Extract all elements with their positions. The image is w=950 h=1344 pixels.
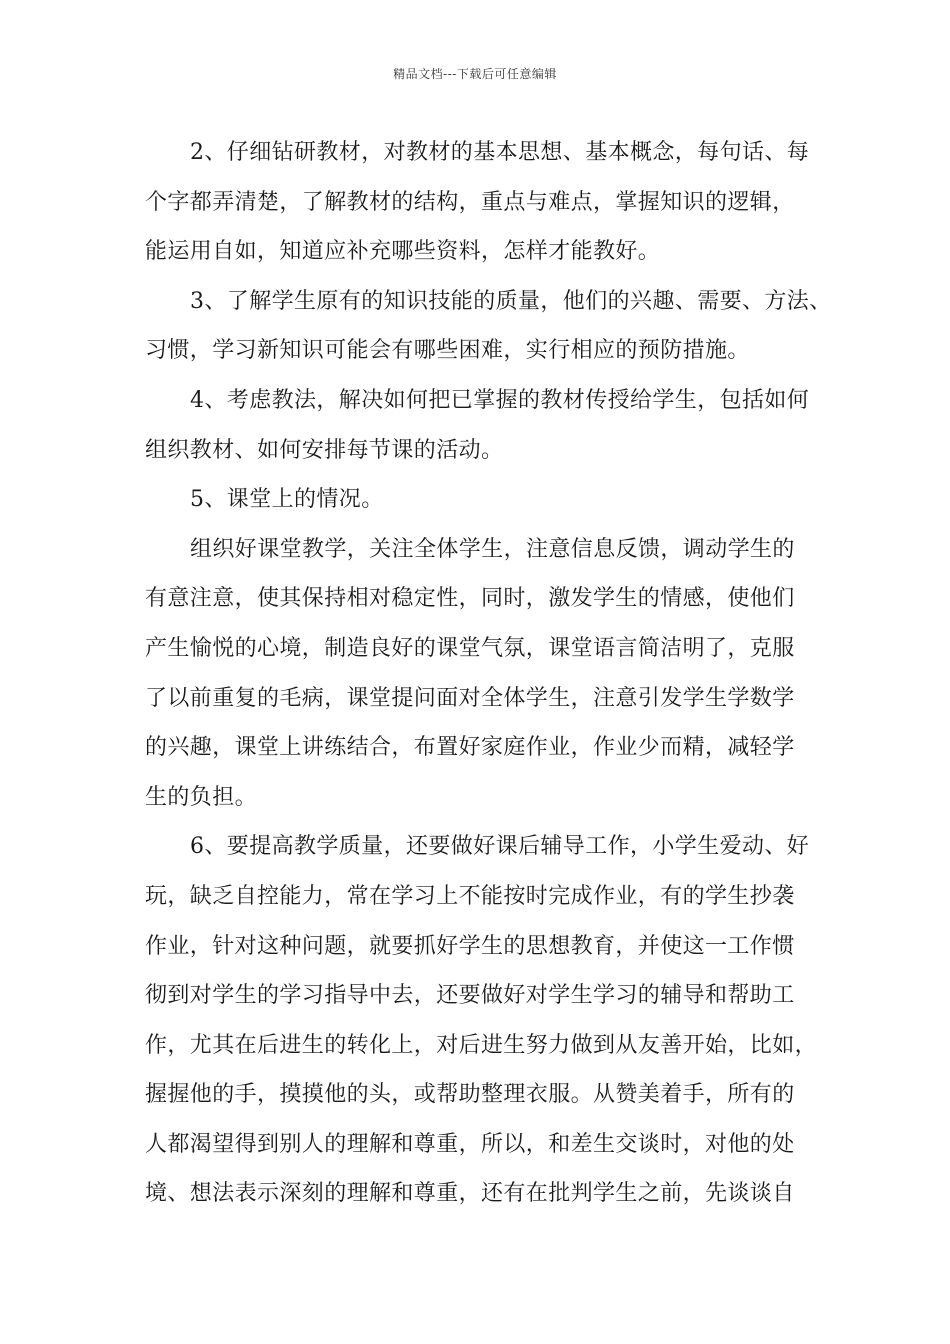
text-line: 境、想法表示深刻的理解和尊重，还有在批判学生之前，先谈谈自: [145, 1181, 795, 1207]
text-line: 习惯，学习新知识可能会有哪些困难，实行相应的预防措施。: [145, 338, 750, 364]
text-line: 了以前重复的毛病，课堂提问面对全体学生，注意引发学生学数学: [145, 685, 795, 711]
document-body: [145, 128, 835, 1219]
text-line: 彻到对学生的学习指导中去，还要做好对学生学习的辅导和帮助工: [145, 983, 795, 1009]
text-line: 2、仔细钻研教材，对教材的基本思想、基本概念，每句话、每: [190, 140, 810, 165]
text-line: 玩，缺乏自控能力，常在学习上不能按时完成作业，有的学生抄袭: [145, 883, 795, 909]
text-line: 6、要提高教学质量，还要做好课后辅导工作，小学生爱动、好: [190, 834, 810, 860]
text-line: 生的负担。: [145, 784, 258, 810]
text-line: 人都渴望得到别人的理解和尊重，所以，和差生交谈时，对他的处: [145, 1131, 795, 1157]
text-line: 能运用自如，知道应补充哪些资料，怎样才能教好。: [145, 239, 661, 265]
text-line: 握握他的手，摸摸他的头，或帮助整理衣服。从赞美着手，所有的: [145, 1082, 795, 1108]
text-line: 作业，针对这种问题，就要抓好学生的思想教育，并使这一工作惯: [145, 933, 795, 959]
text-line: 5、课堂上的情况。: [190, 487, 384, 513]
text-line: 3、了解学生原有的知识技能的质量，他们的兴趣、需要、方法、: [190, 288, 832, 314]
text-line: 作，尤其在后进生的转化上，对后进生努力做到从友善开始，比如，: [145, 1032, 818, 1058]
text-line: 组织教材、如何安排每节课的活动。: [145, 437, 504, 463]
text-line: 产生愉悦的心境，制造良好的课堂气氛，课堂语言简洁明了，克服: [145, 635, 795, 661]
text-line: 有意注意，使其保持相对稳定性，同时，激发学生的情感，使他们: [145, 586, 795, 612]
text-line: 个字都弄清楚，了解教材的结构，重点与难点，掌握知识的逻辑，: [145, 189, 795, 215]
text-line: 组织好课堂教学，关注全体学生，注意信息反馈，调动学生的: [190, 536, 795, 562]
text-line: 的兴趣，课堂上讲练结合，布置好家庭作业，作业少而精，减轻学: [145, 735, 795, 761]
text-line: 4、考虑教法，解决如何把已掌握的教材传授给学生，包括如何: [190, 387, 810, 413]
page-header: 精品文档---下载后可任意编辑: [393, 67, 557, 81]
